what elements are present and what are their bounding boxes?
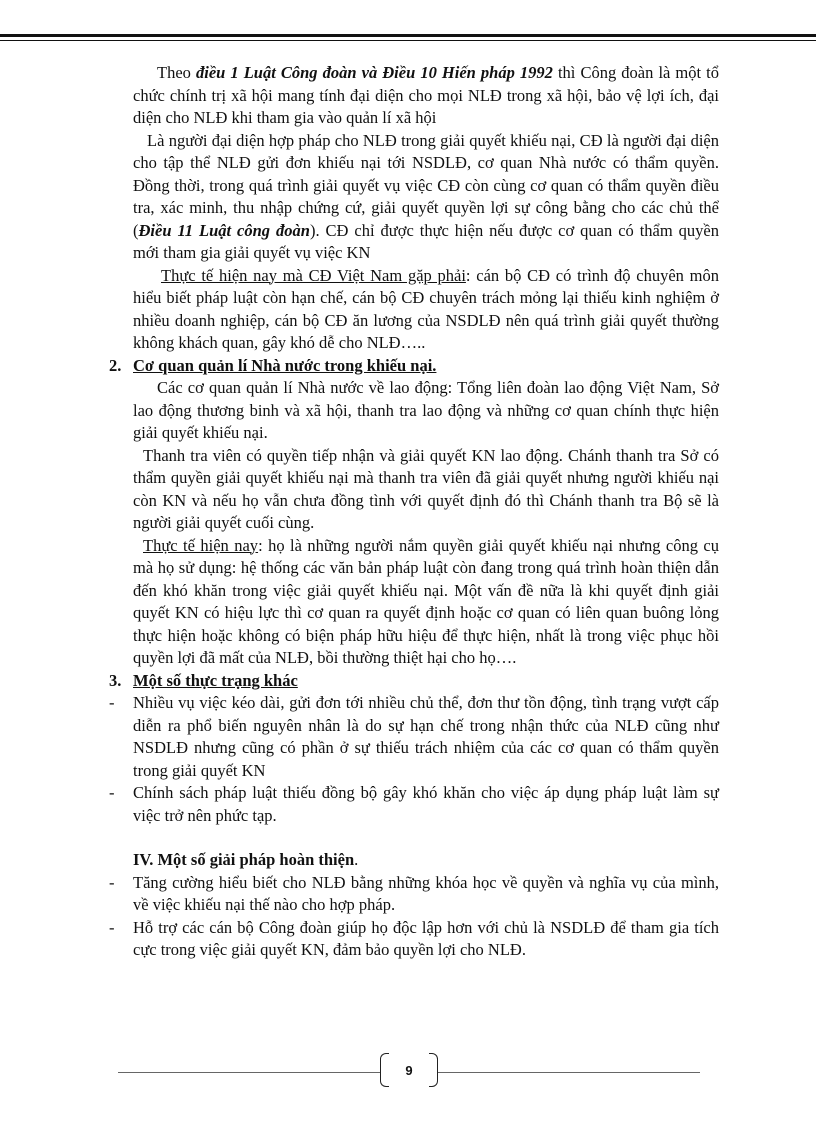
section-heading-4: IV. Một số giải pháp hoàn thiện. — [133, 850, 359, 869]
list-item: - Chính sách pháp luật thiếu đồng bộ gây khó khăn cho việc áp dụng pháp luật làm sự việc trở nên phức tạp. — [109, 783, 719, 825]
list-item: - Tăng cường hiểu biết cho NLĐ bằng những khóa học về quyền và nghĩa vụ của mình, về việc khiếu nại thế nào cho hợp pháp. — [109, 872, 719, 914]
paragraph-inspectors: Thanh tra viên có quyền tiếp nhận và giải quyết KN lao động. Chánh thanh tra Sở có thẩm quyền giải quyết khiếu nại mà thanh tra viên đã giải quyết nhưng người khiếu nại còn KN và nếu họ vẫn chưa đồng tình với quyết định đó thì Chánh thanh tra Bộ sẽ là người giải quyết cuối cùng. — [133, 445, 719, 532]
section-heading-2: 2. Cơ quan quản lí Nhà nước trong khiếu nại. — [109, 355, 437, 375]
page-number: 9 — [405, 1062, 413, 1078]
paragraph-union-definition: Theo điều 1 Luật Công đoàn và Điều 10 Hiến pháp 1992 thì Công đoàn là một tổ chức chính trị xã hội mang tính đại diện cho mọi NLĐ trong xã hội, bảo vệ lợi ích, đại diện cho NLĐ khi tham gia vào quản lí xã hội — [133, 63, 719, 127]
document-body — [109, 62, 719, 962]
paragraph-state-agencies: Các cơ quan quản lí Nhà nước về lao động: Tổng liên đoàn lao động Việt Nam, Sở lao động thương binh và xã hội, thanh tra lao động và những cơ quan chính thực hiện giải quyết khiếu nại. — [133, 378, 719, 442]
underlined-lead: Thực tế hiện nay mà CĐ Việt Nam gặp phải — [161, 265, 466, 285]
header-rule-thick — [0, 34, 816, 37]
list-item: - Nhiều vụ việc kéo dài, gửi đơn tới nhiều chủ thể, đơn thư tồn động, tình trạng vượt cấp diễn ra phổ biến nguyên nhân là do sự hạn chế trong nhận thức của NLĐ cũng như NSDLĐ nhưng cũng có phần ở sự thiếu trách nhiệm của các cơ quan có thẩm quyền trong giải quyết KN — [109, 693, 719, 780]
page-number-box — [380, 1053, 438, 1087]
footer-rule-left — [118, 1072, 380, 1073]
underlined-lead: Thực tế hiện nay — [143, 535, 259, 555]
paragraph-union-reality: Thực tế hiện nay mà CĐ Việt Nam gặp phải: cán bộ CĐ có trình độ chuyên môn hiểu biết pháp luật còn hạn chế, cán bộ CĐ chuyên trách mỏng lại thiếu kinh nghiệm ở nhiều doanh nghiệp, cán bộ CĐ ăn lương của NSDLĐ nên quá trình giải quyết thường không khách quan, gây khó dễ cho NLĐ….. — [133, 265, 719, 352]
spacer — [133, 827, 719, 849]
header-rule-thin — [0, 40, 816, 41]
section-heading-3: 3. Một số thực trạng khác — [109, 670, 298, 690]
footer-rule-right — [438, 1072, 700, 1073]
paragraph-state-reality: Thực tế hiện nay: họ là những người nắm quyền giải quyết khiếu nại nhưng công cụ mà họ sử dụng: hệ thống các văn bản pháp luật còn đang trong quá trình hoàn thiện dẫn đến khó khăn trong việc giải quyết khiếu nại. Một vấn đề nữa là khi quyết định giải quyết KN có hiệu lực thì cơ quan ra quyết định hoặc cơ quan có liên quan buông lỏng thực hiện hoặc không có biện pháp hữu hiệu để thực hiện, nhất là trong việc phục hồi quyền lợi đã mất của NLĐ, bồi thường thiệt hại cho họ…. — [133, 535, 719, 667]
paragraph-union-representation: Là người đại diện hợp pháp cho NLĐ trong giải quyết khiếu nại, CĐ là người đại diện cho tập thể NLĐ gửi đơn khiếu nại tới NSDLĐ, cơ quan Nhà nước có thẩm quyền. Đồng thời, trong quá trình giải quyết vụ việc CĐ còn cùng cơ quan có thẩm quyền điều tra, xác minh, thu nhập chứng cứ, giải quyết quyền lợi sự công bằng cho các chủ thể (Điều 11 Luật công đoàn). CĐ chỉ được thực hiện nếu được cơ quan có thẩm quyền mới tham gia giải quyết vụ việc KN — [133, 130, 719, 262]
list-item: - Hỗ trợ các cán bộ Công đoàn giúp họ độc lập hơn với chủ là NSDLĐ để tham gia tích cực trong việc giải quyết KN, đảm bảo quyền lợi cho NLĐ. — [109, 917, 719, 959]
law-reference: điều 1 Luật Công đoàn và Điều 10 Hiến pháp 1992 — [195, 63, 553, 82]
law-reference: Điều 11 Luật công đoàn — [138, 220, 310, 240]
